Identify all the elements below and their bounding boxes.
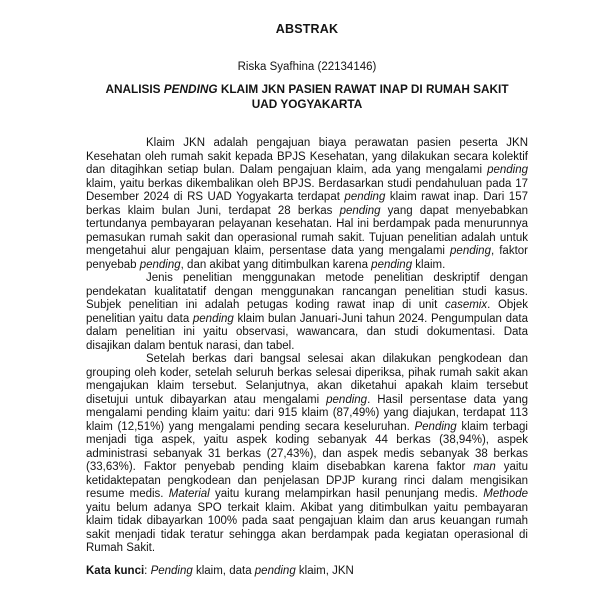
text-run: . Objek penelitian yaitu data (86, 299, 528, 325)
text-run: yaitu ketidaktepatan pengkodean dan penjelasan DPJP kurang rinci dalam mengisikan resume medis. (86, 461, 528, 500)
keywords-text (144, 565, 354, 577)
text-run: Klaim JKN adalah pengajuan biaya perawatan pasien peserta JKN Kesehatan oleh rumah sakit kepada BPJS Kesehatan, yang dilakukan secara kolektif dan ditagihkan setiap bulan. Dalam pengajuan klaim, ada yang mengalami (86, 137, 528, 176)
text-run: yaitu belum adanya SPO terkait klaim. Akibat yang ditimbulkan yaitu pembayaran klaim tidak dibayarkan 100% pada saat pengajuan klaim dan arus keuangan rumah sakit menjadi tidak teratur sehingga akan berdampak pada kegiatan operasional di Rumah Sakit. (86, 501, 528, 554)
text-run: klaim, data (192, 564, 255, 577)
text-run: . Hasil persentase data yang mengalami pending klaim yaitu: dari 915 klaim (87,49%) yang diajukan, terdapat 113 klaim (12,51%) yang mengalami pending secara keseluruhan. (86, 393, 528, 433)
text-run: klaim rawat inap. Dari 157 berkas klaim bulan Juni, terdapat 28 berkas (86, 191, 528, 217)
italic-text-run: pending (371, 258, 413, 271)
abstract-paragraph (86, 353, 528, 556)
italic-text-run: Pending (150, 564, 193, 577)
italic-text-run: pending (344, 191, 386, 203)
italic-text-run: Methode (483, 488, 529, 500)
italic-text-run: pending (450, 245, 491, 257)
text-run: Setelah berkas dari bangsal selesai akan dilakukan pengkodean dan grouping oleh koder, setelah seluruh berkas selesai diperiksa, pihak rumah sakit akan mengajukan klaim tersebut. Selanjutnya, akan diketahui apakah klaim tersebut disetujui untuk dibayarkan atau mengalami (86, 353, 528, 406)
italic-text-run: casemix (444, 299, 488, 311)
italic-text-run: Pending (414, 420, 457, 433)
italic-text-run: pending (192, 312, 234, 325)
italic-text-run: pending (487, 164, 528, 176)
abstract-paragraph (86, 272, 528, 353)
page-title: ABSTRAK (275, 22, 339, 36)
text-run: klaim. (412, 258, 446, 271)
text-run: Jenis penelitian menggunakan metode penelitian deskriptif dengan pendekatan kualitatatif dengan menggunakan rancangan penelitian studi kasus. Subjek penelitian ini adalah petugas koding rawat inap di unit (86, 272, 528, 311)
text-run: klaim bulan Januari-Juni tahun 2024. Pengumpulan data dalam penelitian ini yaitu observasi, wawancara, dan studi dokumentasi. Data disajikan dalam bentuk narasi, dan tabel. (86, 312, 528, 352)
italic-text-run: Material (168, 488, 210, 500)
keywords-label: Kata kunci (86, 564, 145, 577)
italic-text-run: pending (139, 258, 181, 271)
text-run: yaitu kurang melampirkan hasil penunjang medis. (209, 488, 484, 500)
text-run: klaim, yaitu berkas dikembalikan oleh BPJS. Berdasarkan studi pendahuluan pada 17 Desember 2024 di RS UAD Yogyakarta terdapat (86, 177, 528, 203)
italic-text-run: pending (339, 204, 381, 217)
text-run: , faktor penyebab (86, 245, 528, 271)
abstract-body (86, 137, 528, 556)
italic-text-run: pending (254, 564, 296, 577)
text-run: klaim, JKN (295, 564, 354, 577)
text-run: yang dapat menyebabkan tertundanya pembayaran pelayanan kesehatan. Hal ini berdampak pada menurunnya pemasukan rumah sakit dan operasional rumah sakit. Tujuan penelitian adalah untuk mengetahui alur pengajuan klaim, persentase data yang mengalami (86, 204, 529, 257)
text-run: klaim terbagi menjadi tiga aspek, yaitu aspek koding sebanyak 44 berkas (38,94%), aspek administrasi sebanyak 31 berkas (27,43%), dan aspek medis sebanyak 38 berkas (33,63%). Faktor penyebab pending klaim disebabkan karena faktor (86, 420, 528, 473)
text-run: KLAIM JKN PASIEN RAWAT INAP DI RUMAH SAKIT (217, 82, 509, 96)
author-line: Riska Syafhina (22134146) (237, 61, 377, 73)
text-run: , dan akibat yang ditimbulkan karena (180, 258, 372, 271)
thesis-title-line-1 (86, 82, 528, 97)
text-run: : (144, 564, 151, 577)
text-run: ANALISIS (105, 82, 164, 96)
keywords-line (86, 564, 528, 578)
italic-text-run: man (473, 461, 496, 473)
text-run: UAD YOGYAKARTA (251, 96, 363, 111)
abstract-paragraph (86, 137, 528, 272)
italic-text-run: PENDING (163, 82, 218, 96)
thesis-title-line-2 (86, 97, 528, 112)
thesis-title (86, 82, 528, 111)
italic-text-run: pending (326, 393, 368, 406)
